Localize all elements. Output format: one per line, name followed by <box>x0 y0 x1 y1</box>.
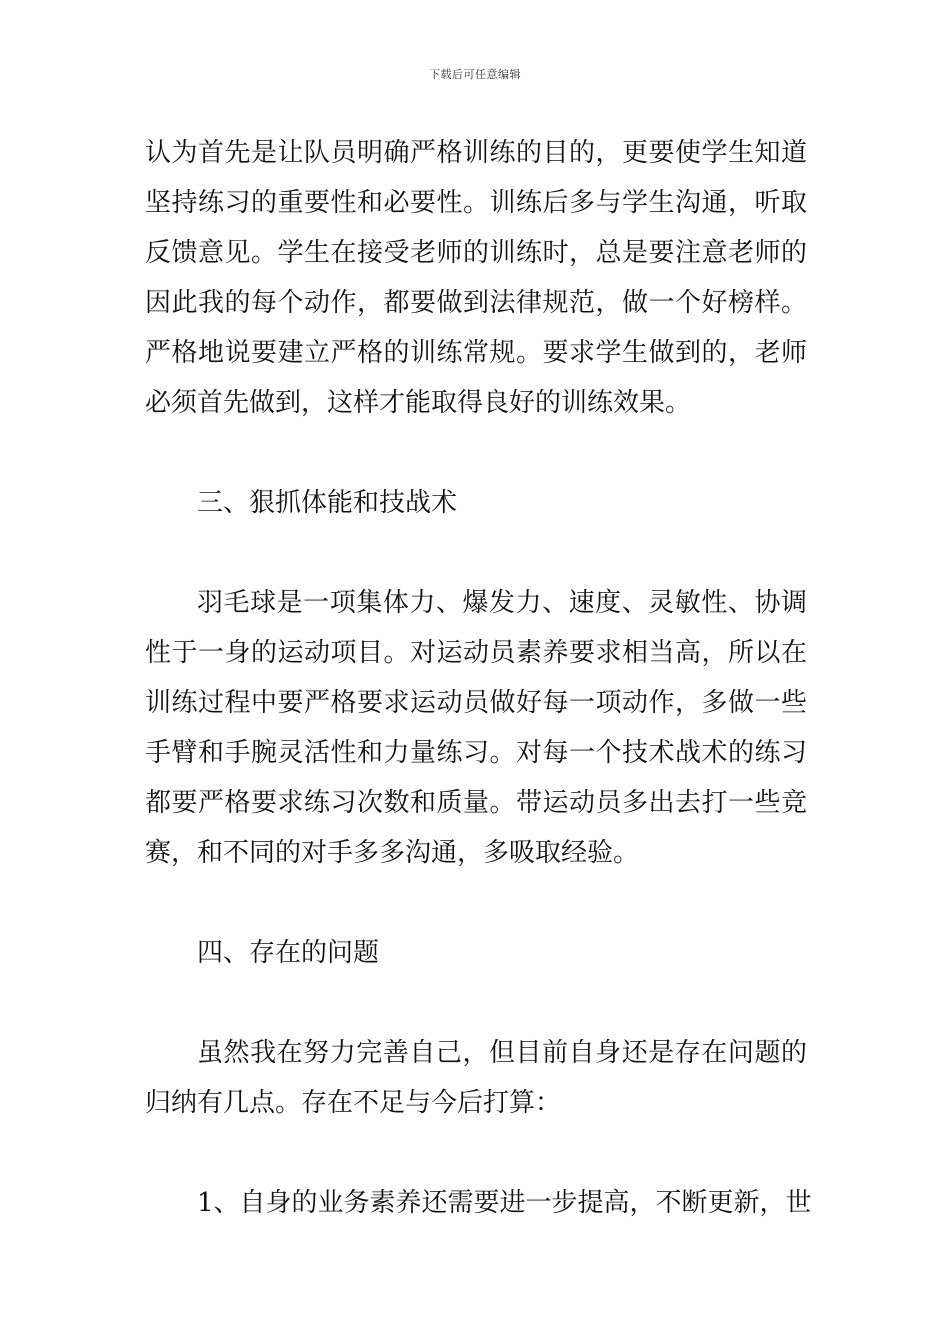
text-line: 必须首先做到，这样才能取得良好的训练效果。 <box>145 388 692 418</box>
text-line: 认为首先是让队员明确严格训练的目的，更要使学生知道 <box>145 138 807 168</box>
text-line: 羽毛球是一项集体力、爆发力、速度、灵敏性、协调 <box>197 588 807 618</box>
text-line: 严格地说要建立严格的训练常规。要求学生做到的，老师 <box>145 338 807 368</box>
text-line: 归纳有几点。存在不足与今后打算： <box>145 1088 562 1118</box>
text-line: 性于一身的运动项目。对运动员素养要求相当高，所以在 <box>145 638 807 668</box>
text-line: 都要严格要求练习次数和质量。带运动员多出去打一些竞 <box>145 788 807 818</box>
text-line: 坚持练习的重要性和必要性。训练后多与学生沟通，听取 <box>145 188 807 218</box>
text-line: 训练过程中要严格要求运动员做好每一项动作，多做一些 <box>145 688 807 718</box>
paragraph-spacer <box>145 978 807 1028</box>
document-body <box>145 128 812 1228</box>
text-line: 手臂和手腕灵活性和力量练习。对每一个技术战术的练习 <box>145 738 807 768</box>
section-heading: 四、存在的问题 <box>197 938 380 968</box>
paragraph-spacer <box>145 1128 807 1178</box>
paragraph <box>145 128 807 428</box>
paragraph <box>145 1028 807 1128</box>
section-heading: 三、狠抓体能和技战术 <box>197 488 458 518</box>
paragraph-spacer <box>145 428 807 478</box>
paragraph-spacer <box>145 878 807 928</box>
text-line: 虽然我在努力完善自己，但目前自身还是存在问题的 <box>197 1038 807 1068</box>
text-line: 1、自身的业务素养还需要进一步提高，不断更新，世 <box>197 1188 812 1218</box>
paragraph-spacer <box>145 528 807 578</box>
text-line: 反馈意见。学生在接受老师的训练时，总是要注意老师的 <box>145 238 807 268</box>
text-line: 赛，和不同的对手多多沟通，多吸取经验。 <box>145 838 640 868</box>
page-header-note: 下载后可任意编辑 <box>429 68 521 81</box>
text-line: 因此我的每个动作，都要做到法律规范，做一个好榜样。 <box>145 288 807 318</box>
paragraph <box>145 1178 812 1228</box>
paragraph <box>145 578 807 878</box>
